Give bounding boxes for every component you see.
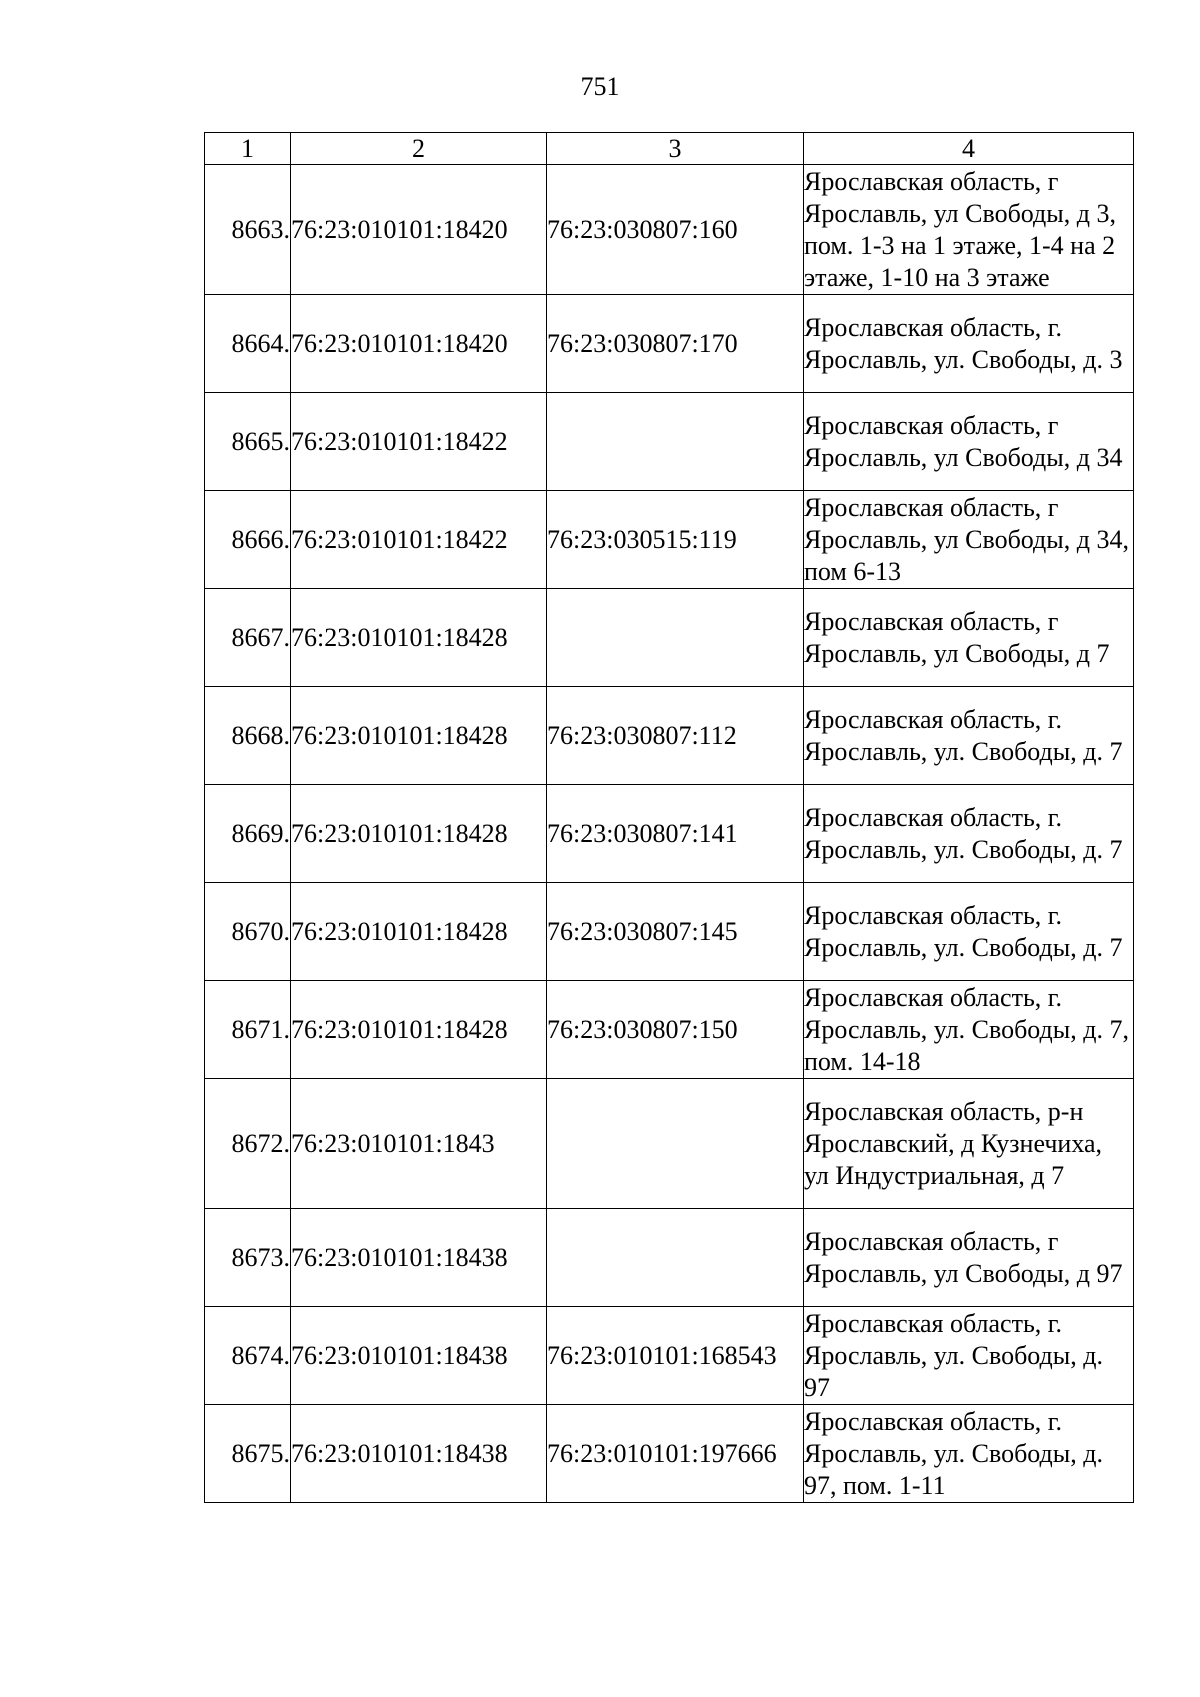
related-cadastral-number-cell: 76:23:030807:170 [547,295,804,393]
cadastral-number-cell: 76:23:010101:1843 [291,1079,547,1209]
column-header-2: 2 [291,133,547,165]
related-cadastral-number-cell [547,393,804,491]
related-cadastral-number-cell: 76:23:030807:145 [547,883,804,981]
table-row [205,393,1134,491]
cadastral-number-cell: 76:23:010101:18428 [291,589,547,687]
related-cadastral-number-cell: 76:23:010101:168543 [547,1307,804,1405]
table-row [205,785,1134,883]
cadastral-number-cell: 76:23:010101:18428 [291,785,547,883]
column-header-4: 4 [804,133,1134,165]
address-cell: Ярославская область, г. Ярославль, ул. Свободы, д. 7 [804,785,1134,883]
related-cadastral-number-cell: 76:23:030807:141 [547,785,804,883]
registry-table [204,132,1134,1503]
row-number-cell: 8668. [205,687,291,785]
row-number-cell: 8673. [205,1209,291,1307]
column-header-3: 3 [547,133,804,165]
page-number: 751 [580,72,620,101]
address-cell: Ярославская область, г. Ярославль, ул. Свободы, д. 97 [804,1307,1134,1405]
cadastral-number-cell: 76:23:010101:18428 [291,883,547,981]
row-number-cell: 8671. [205,981,291,1079]
table-row [205,589,1134,687]
address-cell: Ярославская область, г. Ярославль, ул. Свободы, д. 7 [804,883,1134,981]
row-number-cell: 8663. [205,165,291,295]
cadastral-number-cell: 76:23:010101:18438 [291,1307,547,1405]
related-cadastral-number-cell: 76:23:030515:119 [547,491,804,589]
row-number-cell: 8670. [205,883,291,981]
related-cadastral-number-cell: 76:23:030807:160 [547,165,804,295]
table-row [205,1405,1134,1503]
cadastral-number-cell: 76:23:010101:18420 [291,165,547,295]
cadastral-number-cell: 76:23:010101:18422 [291,491,547,589]
table-header-row [205,133,1134,165]
row-number-cell: 8664. [205,295,291,393]
table-row [205,687,1134,785]
related-cadastral-number-cell [547,1209,804,1307]
table-row [205,981,1134,1079]
address-cell: Ярославская область, г Ярославль, ул Свободы, д 34 [804,393,1134,491]
address-cell: Ярославская область, г Ярославль, ул Свободы, д 3, пом. 1-3 на 1 этаже, 1-4 на 2 этаже, 1-10 на 3 этаже [804,165,1134,295]
related-cadastral-number-cell: 76:23:030807:150 [547,981,804,1079]
row-number-cell: 8674. [205,1307,291,1405]
cadastral-number-cell: 76:23:010101:18438 [291,1405,547,1503]
address-cell: Ярославская область, г. Ярославль, ул. Свободы, д. 3 [804,295,1134,393]
address-cell: Ярославская область, г. Ярославль, ул. Свободы, д. 7, пом. 14-18 [804,981,1134,1079]
cadastral-number-cell: 76:23:010101:18428 [291,687,547,785]
address-cell: Ярославская область, г Ярославль, ул Свободы, д 34, пом 6-13 [804,491,1134,589]
cadastral-number-cell: 76:23:010101:18428 [291,981,547,1079]
related-cadastral-number-cell [547,1079,804,1209]
row-number-cell: 8669. [205,785,291,883]
address-cell: Ярославская область, г Ярославль, ул Свободы, д 7 [804,589,1134,687]
row-number-cell: 8675. [205,1405,291,1503]
row-number-cell: 8672. [205,1079,291,1209]
address-cell: Ярославская область, р-н Ярославский, д Кузнечиха, ул Индустриальная, д 7 [804,1079,1134,1209]
table-row [205,1307,1134,1405]
cadastral-number-cell: 76:23:010101:18438 [291,1209,547,1307]
column-header-1: 1 [205,133,291,165]
address-cell: Ярославская область, г. Ярославль, ул. Свободы, д. 97, пом. 1-11 [804,1405,1134,1503]
related-cadastral-number-cell: 76:23:010101:197666 [547,1405,804,1503]
table-row [205,883,1134,981]
cadastral-number-cell: 76:23:010101:18420 [291,295,547,393]
table-row [205,295,1134,393]
table-row [205,1079,1134,1209]
related-cadastral-number-cell [547,589,804,687]
cadastral-number-cell: 76:23:010101:18422 [291,393,547,491]
address-cell: Ярославская область, г Ярославль, ул Свободы, д 97 [804,1209,1134,1307]
row-number-cell: 8665. [205,393,291,491]
table-row [205,1209,1134,1307]
table-row [205,165,1134,295]
table-body [205,165,1134,1503]
table-row [205,491,1134,589]
address-cell: Ярославская область, г. Ярославль, ул. Свободы, д. 7 [804,687,1134,785]
related-cadastral-number-cell: 76:23:030807:112 [547,687,804,785]
row-number-cell: 8666. [205,491,291,589]
row-number-cell: 8667. [205,589,291,687]
